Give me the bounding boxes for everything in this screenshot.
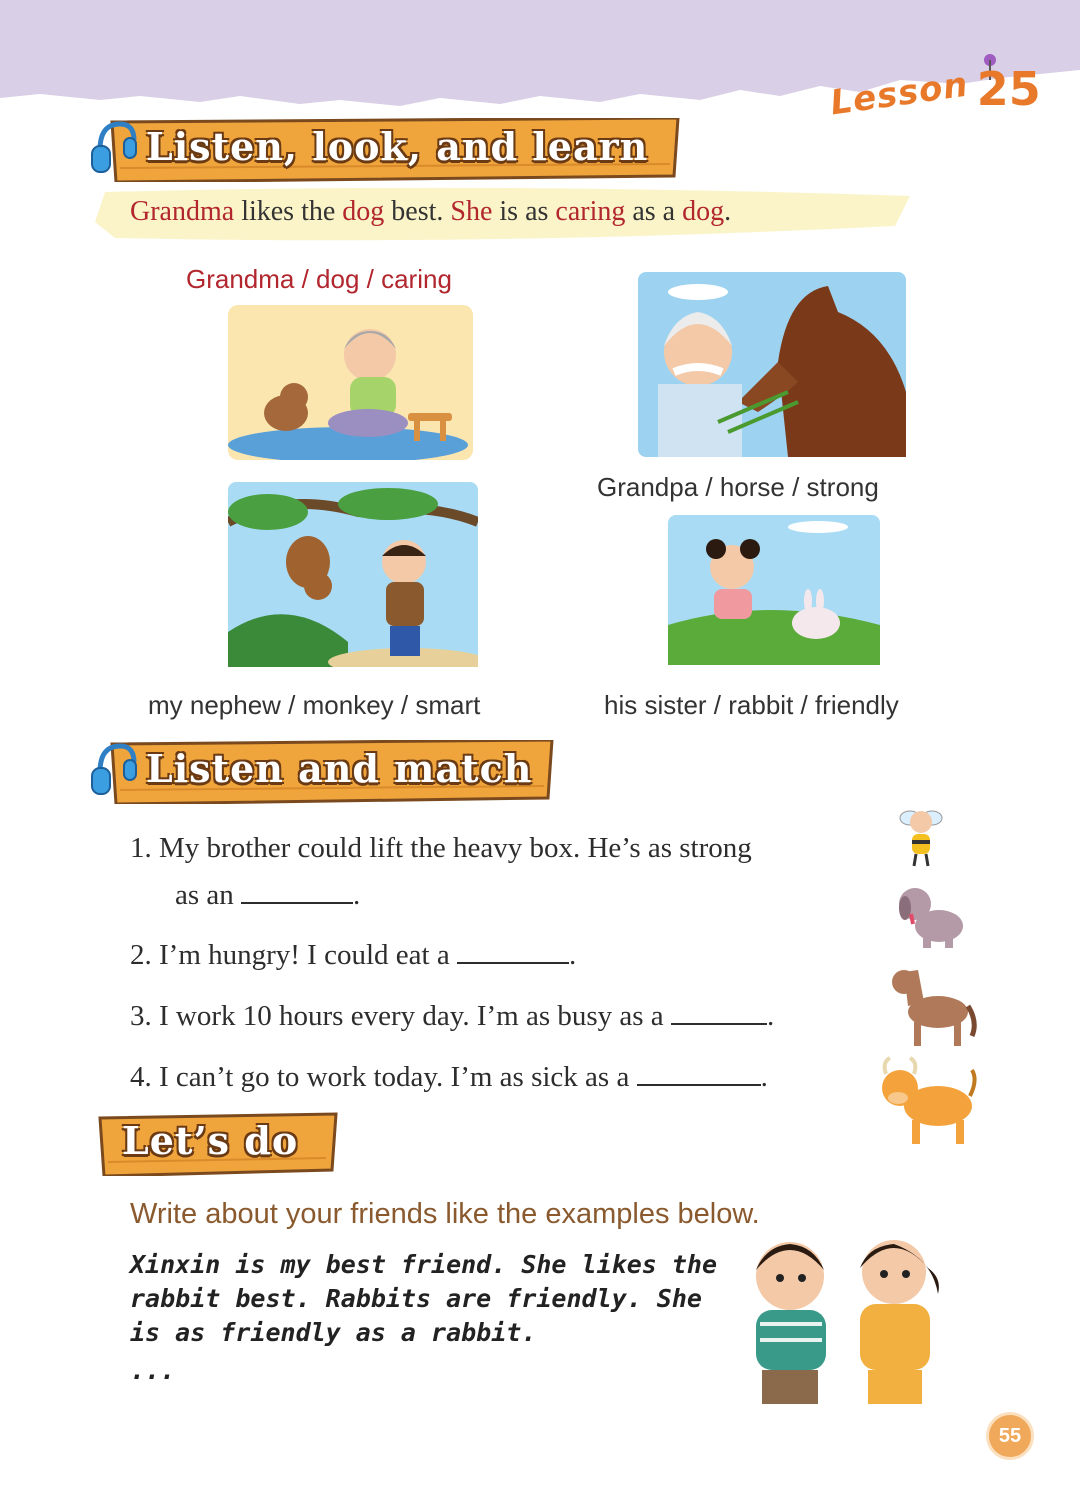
subject-word: Grandma (130, 196, 235, 227)
caption-sister: his sister / rabbit / friendly (604, 690, 899, 720)
answer-blank[interactable] (637, 1060, 761, 1086)
sentence-text: likes the (234, 196, 343, 227)
period: . (568, 939, 577, 971)
example-line-4: ... (130, 1356, 176, 1385)
lesson-label (827, 62, 1041, 124)
period: . (353, 879, 361, 911)
dog-icon[interactable] (893, 880, 969, 950)
period: . (760, 1061, 768, 1093)
grandma-dog-picture (228, 305, 473, 460)
question-4 (130, 1060, 768, 1094)
answer-blank[interactable] (241, 878, 353, 904)
question-text: 2. I’m hungry! I could eat a (130, 939, 450, 971)
model-sentence (130, 196, 731, 228)
pronoun-word: She (450, 196, 493, 227)
question-text: 3. I work 10 hours every day. I’m as busy as a (130, 1000, 664, 1032)
ox-icon[interactable] (876, 1050, 978, 1150)
example-line-1: Xinxin is my best friend. She likes the (130, 1250, 717, 1279)
sentence-text: as a (625, 196, 683, 227)
question-text: as an (175, 879, 234, 911)
headphone-icon[interactable] (90, 740, 140, 800)
instruction-text: Write about your friends like the examples below. (130, 1198, 760, 1230)
lesson-word: Lesson (827, 64, 971, 124)
animal-word: dog (342, 196, 385, 227)
question-2 (130, 938, 576, 972)
answer-blank[interactable] (457, 938, 569, 964)
sentence-text: . (724, 196, 732, 227)
section-banner-listen-look-learn (90, 118, 690, 182)
section-banner-listen-match (90, 740, 560, 804)
question-3 (130, 999, 774, 1033)
sister-rabbit-picture (668, 515, 880, 665)
headphone-icon[interactable] (90, 118, 140, 178)
example-line-3: is as friendly as a rabbit. (130, 1318, 537, 1347)
horse-icon[interactable] (884, 962, 978, 1050)
sentence-text: best. (384, 196, 451, 227)
adjective-word: caring (555, 196, 626, 227)
grandpa-horse-picture (638, 272, 906, 457)
answer-blank[interactable] (671, 999, 767, 1025)
page-number: 55 (986, 1412, 1034, 1460)
example-line-2: rabbit best. Rabbits are friendly. She (130, 1284, 702, 1313)
caption-grandpa: Grandpa / horse / strong (597, 472, 879, 502)
question-1-line-1: 1. My brother could lift the heavy box. He’s as strong (130, 832, 752, 864)
animal-word: dog (682, 196, 725, 227)
section-banner-lets-do (96, 1112, 341, 1176)
nephew-monkey-picture (228, 482, 478, 667)
period: . (766, 1000, 775, 1032)
sentence-text: is as (492, 196, 556, 227)
two-friends-picture (728, 1228, 978, 1404)
section-title: Listen, look, and learn (146, 124, 649, 169)
question-1-line-2 (175, 878, 360, 912)
lesson-number: 25 (976, 62, 1041, 116)
section-title: Let’s do (122, 1118, 299, 1163)
section-title: Listen and match (146, 746, 533, 791)
caption-grandma: Grandma / dog / caring (186, 264, 452, 294)
caption-nephew: my nephew / monkey / smart (148, 690, 481, 720)
bee-icon[interactable] (896, 796, 946, 870)
question-text: 4. I can’t go to work today. I’m as sick as a (130, 1061, 630, 1093)
